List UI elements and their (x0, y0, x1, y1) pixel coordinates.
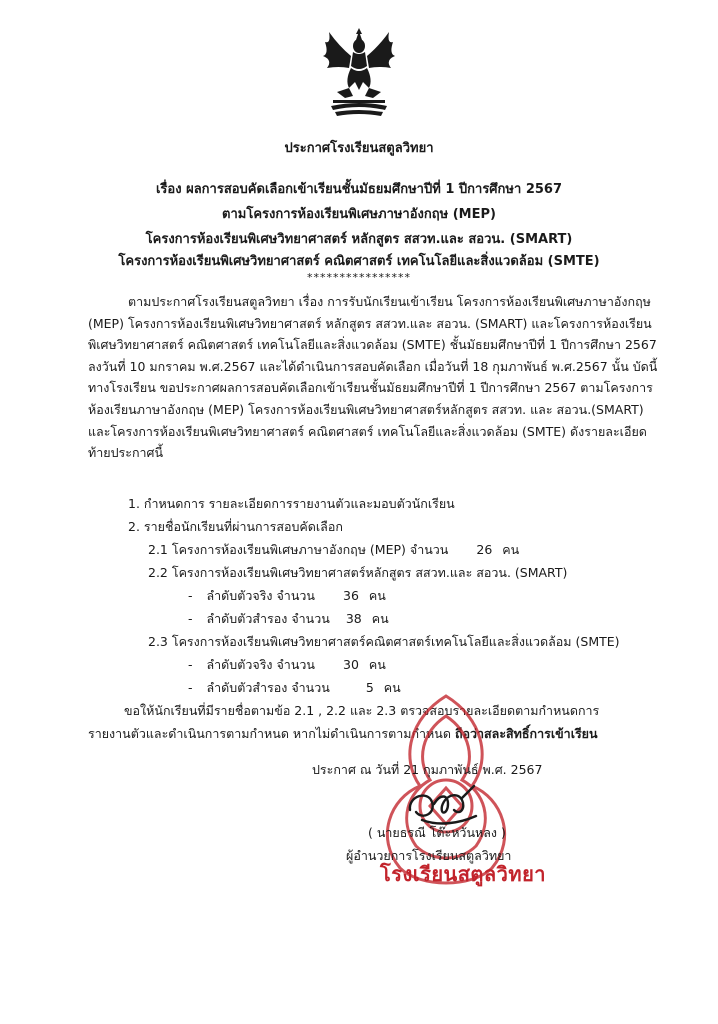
smte-main-unit: คน (368, 657, 386, 672)
smart-main-row (188, 586, 386, 606)
smart-main-label: ลำดับตัวจริง จำนวน (206, 588, 315, 603)
document-org-title: ประกาศโรงเรียนสตูลวิทยา (284, 141, 434, 156)
smart-main-count: 36 (343, 588, 359, 603)
smte-reserve-count: 5 (365, 680, 374, 695)
smte-reserve-label: ลำดับตัวสำรอง จำนวน (206, 680, 330, 695)
subject-line-smart: โครงการห้องเรียนพิเศษวิทยาศาสตร์ หลักสูตร สสวท.และ สอวน. (SMART) (145, 232, 573, 247)
closing-warning: ถือว่าสละสิทธิ์การเข้าเรียน (454, 726, 598, 741)
body-paragraph (88, 291, 668, 464)
seal-school-name: โรงเรียนสตูลวิทยา (380, 862, 547, 886)
mep-unit: คน (502, 542, 520, 557)
smte-heading: 2.3 โครงการห้องเรียนพิเศษวิทยาศาสตร์คณิตศาสตร์เทคโนโลยีและสิ่งแวดล้อม (SMTE) (148, 634, 620, 649)
smart-main-unit: คน (368, 588, 386, 603)
item-passed-list: 2. รายชื่อนักเรียนที่ผ่านการสอบคัดเลือก (128, 519, 343, 534)
closing-line-1: ขอให้นักเรียนที่มีรายชื่อตามข้อ 2.1 , 2.2 และ 2.3 ตรวจสอบรายละเอียดตามกำหนดการ (124, 703, 600, 718)
smte-main-count: 30 (343, 657, 359, 672)
subject-line-mep: ตามโครงการห้องเรียนพิเศษภาษาอังกฤษ (MEP) (222, 207, 496, 222)
smart-reserve-unit: คน (371, 611, 389, 626)
list-dash: - (188, 680, 193, 695)
list-dash: - (188, 611, 193, 626)
mep-count: 26 (476, 542, 493, 557)
signer-title: ผู้อำนวยการโรงเรียนสตูลวิทยา (346, 848, 512, 863)
mep-row (148, 540, 519, 560)
subject-line-smte: โครงการห้องเรียนพิเศษวิทยาศาสตร์ คณิตศาสตร์ เทคโนโลยีและสิ่งแวดล้อม (SMTE) (118, 254, 600, 269)
smte-main-row (188, 655, 386, 675)
item-schedule: 1. กำหนดการ รายละเอียดการรายงานตัวและมอบตัวนักเรียน (128, 496, 455, 511)
announce-date: ประกาศ ณ วันที่ 21 กุมภาพันธ์ พ.ศ. 2567 (312, 762, 543, 777)
list-dash: - (188, 657, 193, 672)
closing-text: รายงานตัวและดำเนินการตามกำหนด หากไม่ดำเนินการตามกำหนด (88, 726, 451, 741)
mep-label: 2.1 โครงการห้องเรียนพิเศษภาษาอังกฤษ (MEP) จำนวน (148, 542, 449, 557)
document-subject: เรื่อง ผลการสอบคัดเลือกเข้าเรียนชั้นมัธยมศึกษาปีที่ 1 ปีการศึกษา 2567 (155, 182, 563, 197)
smart-reserve-count: 38 (345, 611, 362, 626)
separator-stars: **************** (307, 271, 411, 284)
smart-heading: 2.2 โครงการห้องเรียนพิเศษวิทยาศาสตร์หลักสูตร สสวท.และ สอวน. (SMART) (148, 565, 568, 580)
smart-reserve-label: ลำดับตัวสำรอง จำนวน (206, 611, 330, 626)
garuda-emblem-icon (319, 26, 399, 120)
smte-main-label: ลำดับตัวจริง จำนวน (206, 657, 315, 672)
list-dash: - (188, 588, 193, 603)
announcement-paragraph: ตามประกาศโรงเรียนสตูลวิทยา เรื่อง การรับนักเรียนเข้าเรียน โครงการห้องเรียนพิเศษภาษาอังกฤษ (MEP) โครงการห้องเรียนพิเศษวิทยาศาสตร์ หลักสูตร สสวท.และ สอวน. (SMART) และโครงการห้องเรียนพิเศษวิทยาศาสตร์ คณิตศาสตร์ เทคโนโลยีและสิ่งแวดล้อม (SMTE) ชั้นมัธยมศึกษาปีที่ 1 ปีการศึกษา 2567 ลงวันที่ 10 มกราคม พ.ศ.2567 และได้ดำเนินการสอบคัดเลือก เมื่อวันที่ 18 กุมภาพันธ์ พ.ศ.2567 นั้น บัดนี้ ทางโรงเรียน ขอประกาศผลการสอบคัดเลือกเข้าเรียนชั้นมัธยมศึกษาปีที่ 1 ปีการศึกษา 2567 ตามโครงการห้องเรียนภาษาอังกฤษ (MEP) โครงการห้องเรียนพิเศษวิทยาศาสตร์หลักสูตร สสวท. และ สอวน.(SMART) และโครงการห้องเรียนพิเศษวิทยาศาสตร์ คณิตศาสตร์ เทคโนโลยีและสิ่งแวดล้อม (SMTE) ดังรายละเอียดท้ายประกาศนี้ (88, 294, 658, 461)
signer-name: ( นายธรณี โต๊ะหวันหลง ) (368, 825, 506, 840)
smart-reserve-row (188, 609, 389, 629)
smte-reserve-unit: คน (383, 680, 401, 695)
